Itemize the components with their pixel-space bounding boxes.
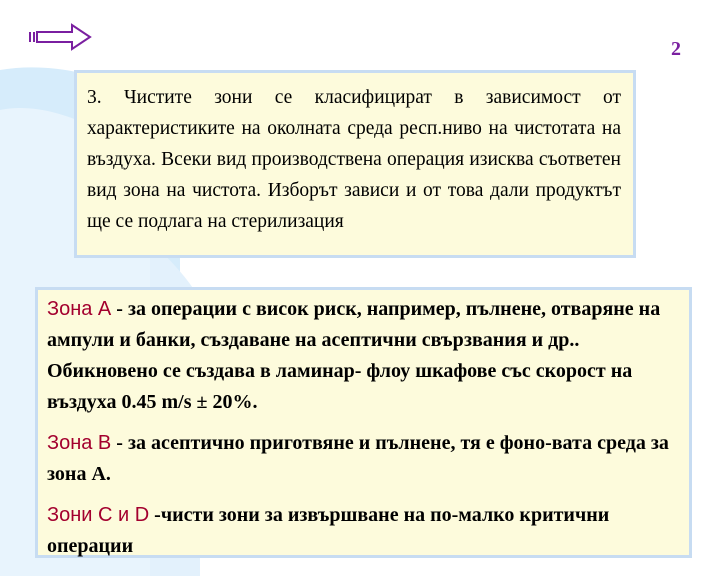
intro-box	[74, 70, 636, 258]
zone-a-text: - за операции с висок риск, например, пълнене, отваряне на ампули и банки, създаване на асептични свързвания и др.. Обикновено се създава в ламинар- флоу шкафове със скорост на въздуха 0.45 m/s ± 20%.	[47, 298, 661, 413]
zone-cd-paragraph	[47, 500, 679, 562]
zone-b-text: - за асептично приготвяне и пълнене, тя е фоно-вата среда за зона А.	[47, 432, 669, 485]
zone-b-label: Зона В	[47, 432, 112, 454]
page-number: 2	[671, 38, 681, 60]
zone-b-paragraph	[47, 428, 679, 490]
zone-a-paragraph	[47, 294, 679, 418]
right-arrow-icon[interactable]	[28, 22, 92, 52]
intro-text: 3. Чистите зони се класифицират в зависимост от характеристиките на околната среда респ.ниво на чистотата на въздуха. Всеки вид производствена операция изисква съответен вид зона на чистота. Изборът зависи и от това дали продуктът ще се подлага на стерилизация	[87, 87, 621, 232]
zone-cd-label: Зони С и D	[47, 504, 150, 526]
zone-cd-text: -чисти зони за извършване на по-малко критични операции	[47, 504, 610, 557]
zones-box	[35, 287, 692, 558]
zone-a-label: Зона А	[47, 298, 112, 320]
